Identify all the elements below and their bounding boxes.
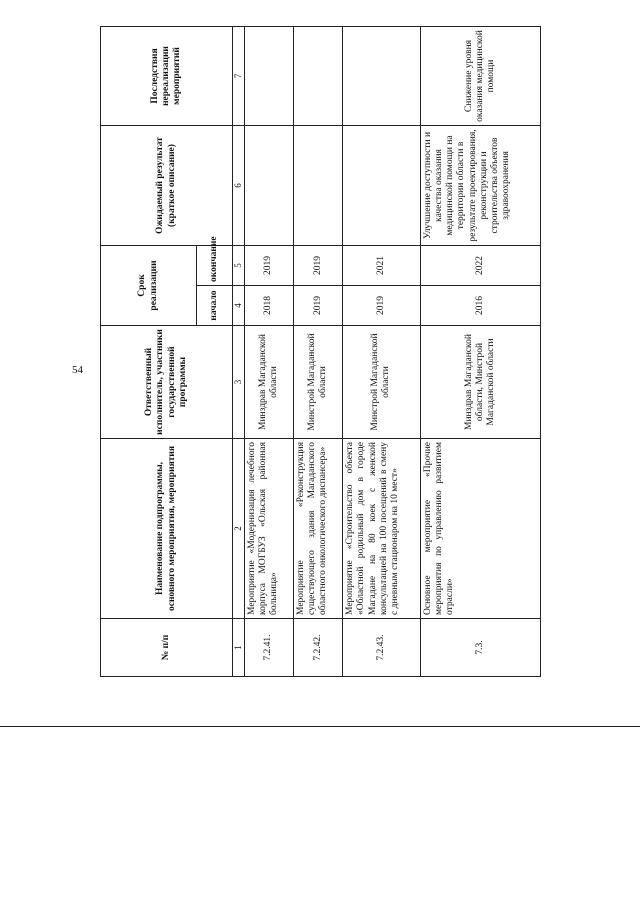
table-row [420, 27, 540, 677]
measure-executor: Минстрой Магаданской области [294, 326, 343, 439]
row-number: 7.2.43. [343, 619, 421, 677]
measure-name: Мероприятие «Реконструкция существующего здания Магаданского областного онкологического диспансера» [294, 439, 343, 619]
column-number: 3 [233, 326, 245, 439]
rotated-table-container [100, 27, 541, 677]
column-number: 1 [233, 619, 245, 677]
consequences [245, 27, 294, 126]
measures-table [100, 26, 541, 677]
end-year: 2022 [420, 246, 540, 286]
column-number: 7 [233, 27, 245, 126]
header-result: Ожидаемый результат (краткое описание) [101, 126, 233, 246]
header-start: начало [197, 286, 233, 326]
expected-result: Улучшение доступности и качества оказания медицинской помощи на территории области в результате проектирования, реконструкции и строительства объектов здравоохранения [420, 126, 540, 246]
header-name: Наименование подпрограммы, основного мероприятия, мероприятия [101, 439, 233, 619]
expected-result [245, 126, 294, 246]
expected-result [343, 126, 421, 246]
column-number: 6 [233, 126, 245, 246]
header-executor: Ответственный исполнитель, участники государственной программы [101, 326, 233, 439]
header-no: № п/п [101, 619, 233, 677]
measure-name: Основное мероприятие «Прочие мероприятия по управлению развитием отрасли» [420, 439, 540, 619]
measure-name: Мероприятие «Модернизация лечебного корпуса МОГБУЗ «Ольская районная больница» [245, 439, 294, 619]
header-end: окончание [197, 246, 233, 286]
start-year: 2019 [294, 286, 343, 326]
consequences: Снижение уровня оказания медицинской помощи [420, 27, 540, 126]
page-number: 54 [72, 364, 83, 376]
consequences [343, 27, 421, 126]
measure-name: Мероприятие «Строительство объекта «Областной родильный дом в городе Магадане на 80 коек с женской консультацией на 100 посещений в смену с дневным стационаром на 10 мест» [343, 439, 421, 619]
start-year: 2018 [245, 286, 294, 326]
header-term: Срок реализации [101, 246, 197, 326]
column-number: 4 [233, 286, 245, 326]
table-row [343, 27, 421, 677]
end-year: 2021 [343, 246, 421, 286]
row-number: 7.2.42. [294, 619, 343, 677]
row-number: 7.3. [420, 619, 540, 677]
start-year: 2019 [343, 286, 421, 326]
measure-executor: Минздрав Магаданской области, Минстрой Магаданской области [420, 326, 540, 439]
consequences [294, 27, 343, 126]
table-row [294, 27, 343, 677]
horizontal-rule [0, 726, 640, 727]
measure-executor: Минстрой Магаданской области [343, 326, 421, 439]
measure-executor: Минздрав Магаданской области [245, 326, 294, 439]
header-consequences: Последствия нереализации мероприятий [101, 27, 233, 126]
end-year: 2019 [245, 246, 294, 286]
row-number: 7.2.41. [245, 619, 294, 677]
column-number-row [233, 27, 245, 677]
expected-result [294, 126, 343, 246]
column-number: 2 [233, 439, 245, 619]
column-number: 5 [233, 246, 245, 286]
start-year: 2016 [420, 286, 540, 326]
end-year: 2019 [294, 246, 343, 286]
table-row [245, 27, 294, 677]
